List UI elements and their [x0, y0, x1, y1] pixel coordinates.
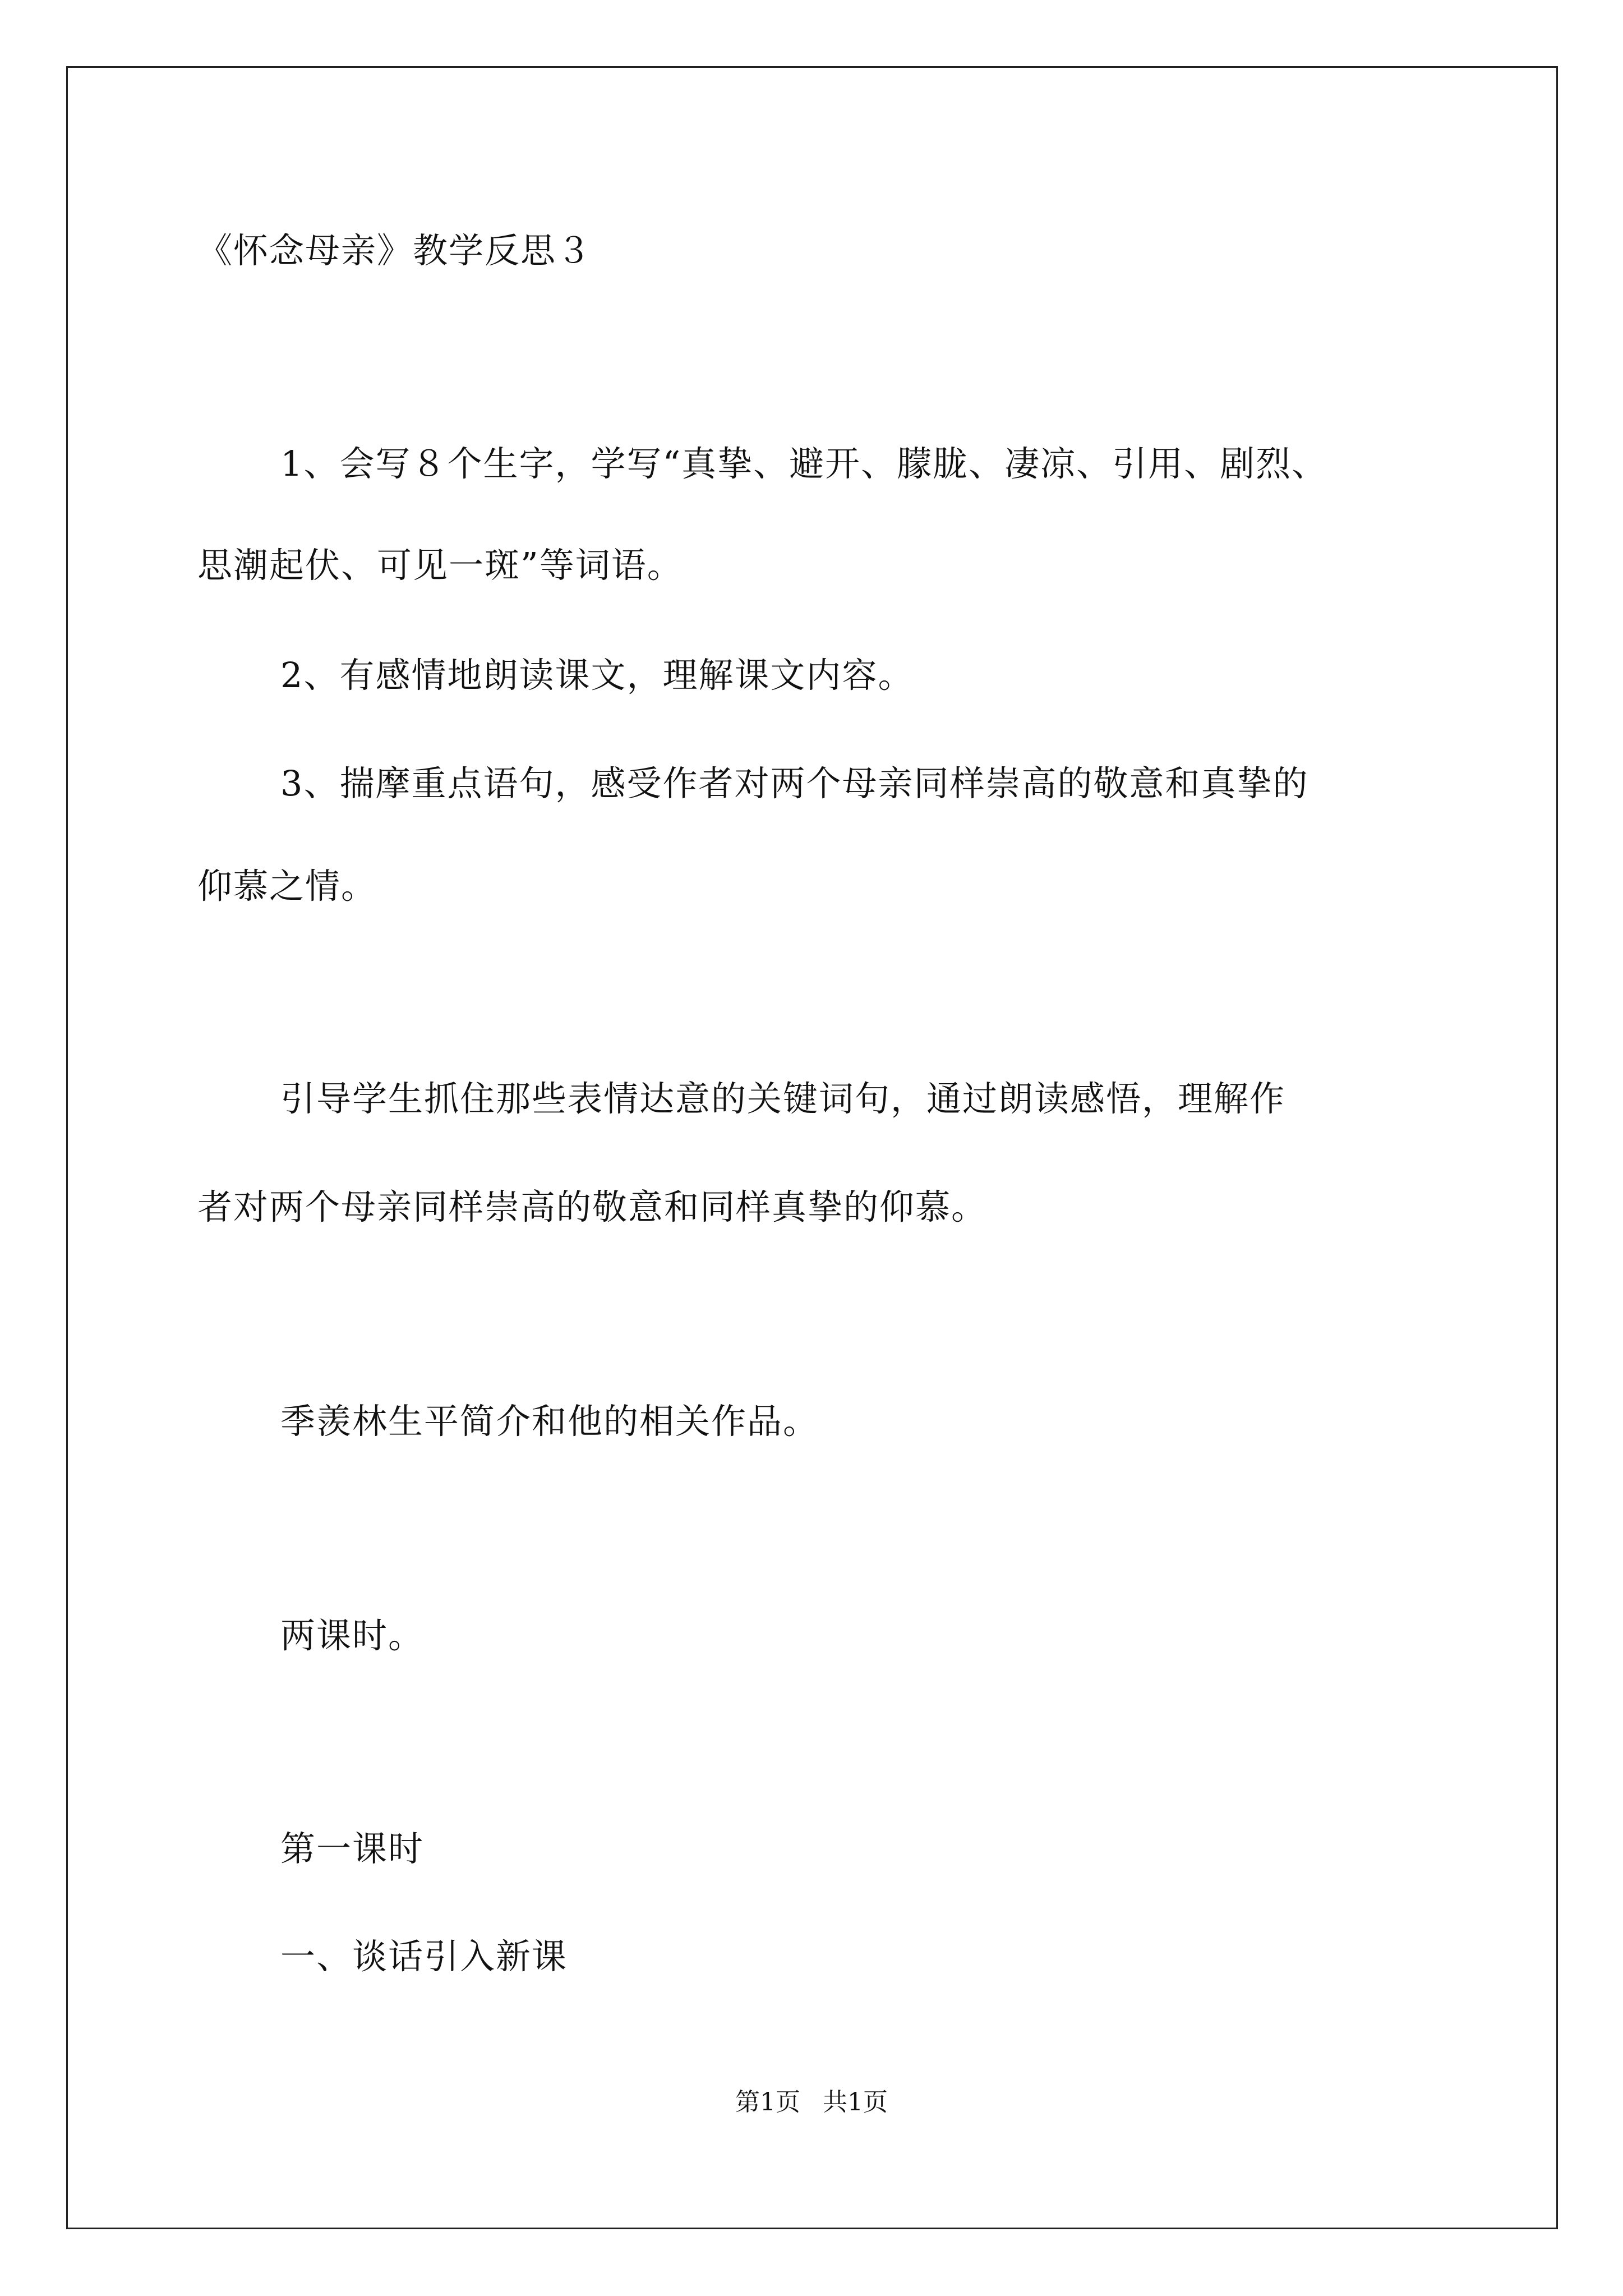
- paragraph-line-5: 仰慕之情。: [197, 866, 377, 907]
- paragraph-line-9: 两课时。: [280, 1615, 425, 1656]
- page-total: 共1页: [823, 2088, 888, 2116]
- page-footer: [0, 2086, 1623, 2119]
- section-heading: 第一课时: [280, 1828, 425, 1869]
- page-number: 第1页: [735, 2088, 800, 2116]
- paragraph-line-7: 者对两个母亲同样崇高的敬意和同样真挚的仰慕。: [197, 1186, 988, 1227]
- paragraph-line-3: 2、有感情地朗读课文，理解课文内容。: [280, 655, 914, 696]
- subsection-heading: 一、谈话引入新课: [280, 1936, 568, 1977]
- document-title: 《怀念母亲》教学反思３: [197, 230, 593, 271]
- paragraph-line-2: 思潮起伏、可见一斑”等词语。: [197, 545, 683, 586]
- paragraph-line-6: 引导学生抓住那些表情达意的关键词句，通过朗读感悟，理解作: [280, 1078, 1286, 1119]
- page-border: [66, 66, 1558, 2229]
- paragraph-line-4: 3、揣摩重点语句，感受作者对两个母亲同样崇高的敬意和真挚的: [280, 763, 1309, 804]
- paragraph-line-8: 季羡林生平简介和他的相关作品。: [280, 1401, 819, 1442]
- paragraph-line-1: 1、会写８个生字，学写“真挚、避开、朦胧、凄凉、引用、剧烈、: [280, 443, 1328, 484]
